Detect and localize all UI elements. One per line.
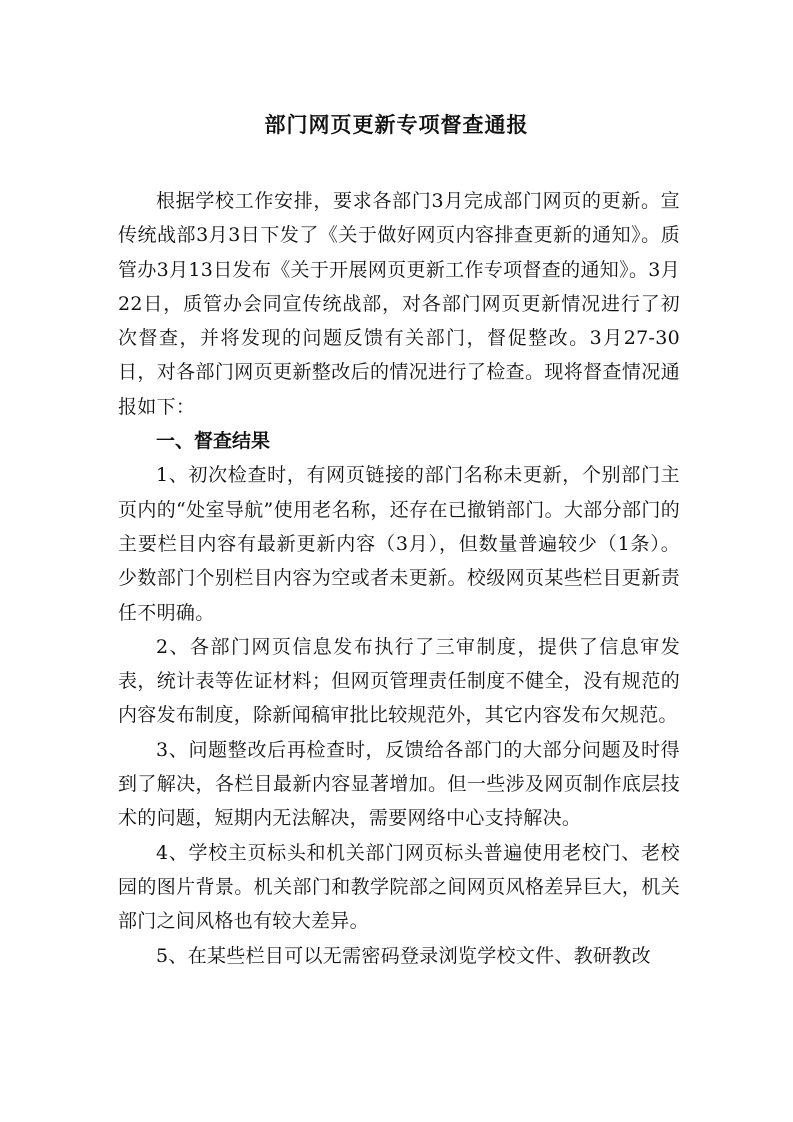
result-item-3: 3、问题整改后再检查时，反馈给各部门的大部分问题及时得到了解决，各栏目最新内容显著增加。但一些涉及网页制作底层技术的问题，短期内无法解决，需要网络中心支持解决。 — [118, 738, 680, 830]
result-item-4: 4、学校主页标头和机关部门网页标头普遍使用老校门、老校园的图片背景。机关部门和教学院部之间网页风格差异巨大，机关部门之间风格也有较大差异。 — [118, 841, 680, 933]
intro-paragraph: 根据学校工作安排，要求各部门3月完成部门网页的更新。宣传统战部3月3日下发了《关于做好网页内容排查更新的通知》。质管办3月13日发布《关于开展网页更新工作专项督查的通知》。3月22日，质管办会同宣传统战部，对各部门网页更新情况进行了初次督查，并将发现的问题反馈有关部门，督促整改。3月27-30日，对各部门网页更新整改后的情况进行了检查。现将督查情况通报如下： — [118, 190, 680, 418]
section-heading-results: 一、督查结果 — [156, 430, 271, 453]
document-body — [118, 184, 680, 973]
document-title: 部门网页更新专项督查通报 — [264, 113, 529, 137]
result-item-5: 5、在某些栏目可以无需密码登录浏览学校文件、教研教改 — [156, 944, 651, 967]
result-item-1: 1、初次检查时，有网页链接的部门名称未更新，个别部门主页内的“处室导航”使用老名称，还存在已撤销部门。大部分部门的主要栏目内容有最新更新内容（3月），但数量普遍较少（1条）。少数部门个别栏目内容为空或者未更新。校级网页某些栏目更新责任不明确。 — [118, 464, 680, 624]
result-item-2: 2、各部门网页信息发布执行了三审制度，提供了信息审发表，统计表等佐证材料；但网页管理责任制度不健全，没有规范的内容发布制度，除新闻稿审批比较规范外，其它内容发布欠规范。 — [118, 635, 680, 727]
